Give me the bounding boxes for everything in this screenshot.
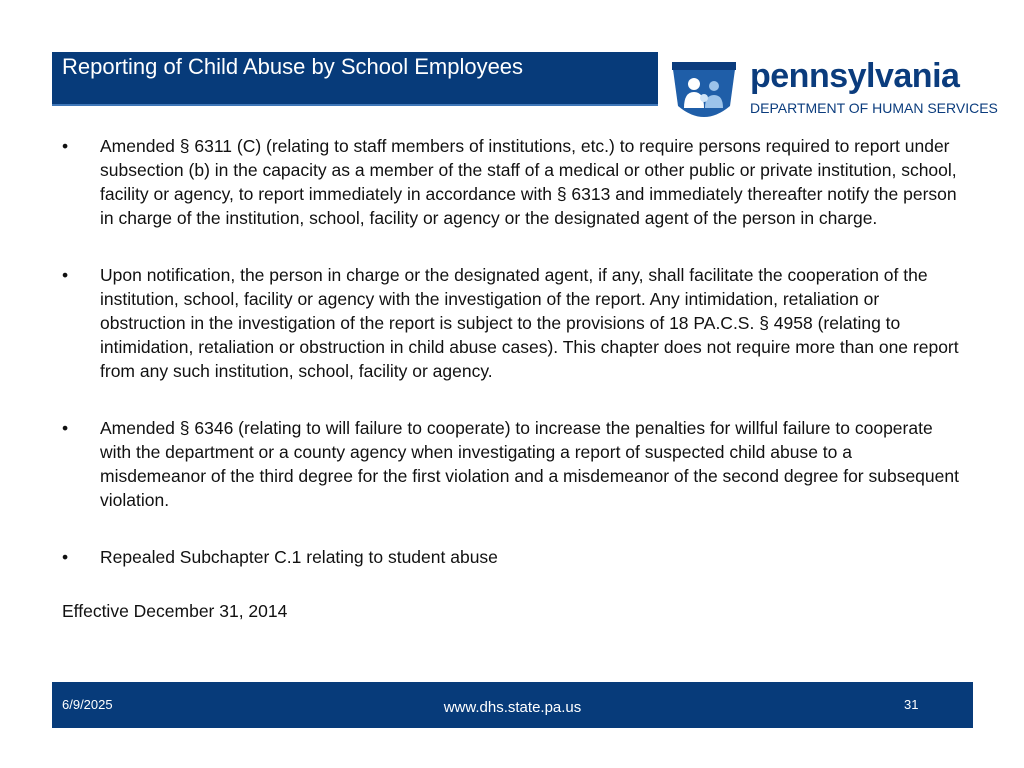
title-bar	[52, 52, 658, 106]
page-number: 31	[904, 697, 919, 712]
bullet-text: Amended § 6346 (relating to will failure to cooperate) to increase the penalties for willful failure to cooperate with the department or a county agency when investigating a report of suspected child abuse to a misdemeanor of the third degree for the first violation and a misdemeanor of the second degree for subsequent violation.	[100, 418, 959, 510]
bullet-mark: •	[62, 265, 69, 285]
pa-dhs-logo	[668, 54, 1008, 126]
effective-date: Effective December 31, 2014	[62, 601, 288, 621]
footer-bar	[52, 682, 973, 728]
slide-content	[62, 134, 962, 623]
logo-subtitle: DEPARTMENT OF HUMAN SERVICES	[750, 100, 998, 116]
slide-title: Reporting of Child Abuse by School Employees	[62, 54, 524, 79]
bullet-item	[62, 545, 962, 569]
footer-url: www.dhs.state.pa.us	[443, 699, 582, 716]
keystone-family-icon	[668, 54, 740, 126]
bullet-item	[62, 263, 962, 383]
bullet-mark: •	[62, 418, 69, 438]
bullet-item	[62, 416, 962, 512]
footer-date: 6/9/2025	[62, 697, 113, 712]
bullet-item	[62, 134, 962, 230]
bullet-text: Repealed Subchapter C.1 relating to student abuse	[100, 547, 498, 567]
bullet-text: Upon notification, the person in charge or the designated agent, if any, shall facilitate the cooperation of the institution, school, facility or agency with the investigation of the report. Any intimidation, retaliation or obstruction in the investigation of the report is subject to the provisions of 18 PA.C.S. § 4958 (relating to intimidation, retaliation or obstruction in child abuse cases). This chapter does not require more than one report from any such institution, school, facility or agency.	[100, 265, 959, 381]
bullet-mark: •	[62, 136, 69, 156]
bullet-text: Amended § 6311 (C) (relating to staff members of institutions, etc.) to require persons required to report under subsection (b) in the capacity as a member of the staff of a medical or other public or private institution, school, facility or agency, to report immediately in accordance with § 6313 and immediately thereafter notify the person in charge of the institution, school, facility or agency or the designated agent of the person in charge.	[100, 136, 957, 228]
logo-wordmark: pennsylvania	[750, 57, 960, 95]
bullet-mark: •	[62, 547, 69, 567]
